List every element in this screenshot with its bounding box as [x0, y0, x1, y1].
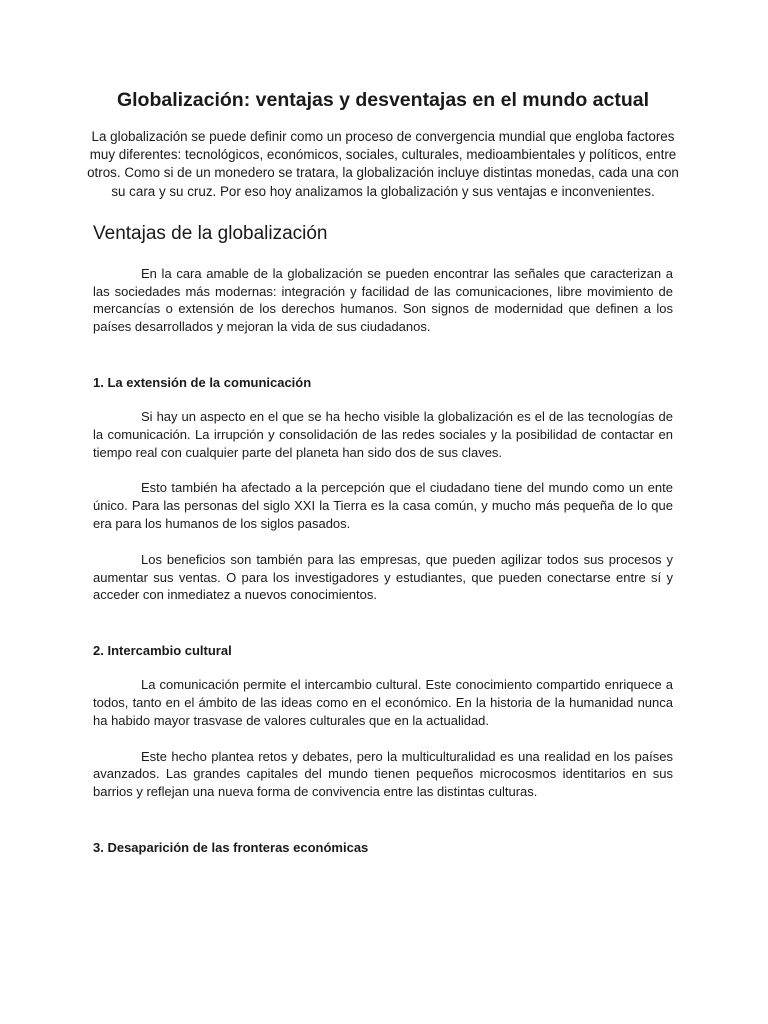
section-heading-ventajas: Ventajas de la globalización — [93, 222, 328, 244]
paragraph-comunicacion-3: Los beneficios son también para las empresas, que pueden agilizar todos sus procesos y aumentar sus ventas. O para los investigadores y estudiantes, que pueden conectarse entre sí y acceder con inmediatez a nuevos conocimientos. — [93, 551, 673, 603]
paragraph-intercambio-1: La comunicación permite el intercambio cultural. Este conocimiento compartido enriquece a todos, tanto en el ámbito de las ideas como en el económico. En la historia de la humanidad nunca ha habido mayor trasvase de valores culturales que en la actualidad. — [93, 677, 673, 728]
intro-paragraph: La globalización se puede definir como un proceso de convergencia mundial que engloba factores muy diferentes: tecnológicos, económicos, sociales, culturales, medioambientales y políticos, entre otros. Como si de un monedero se tratara, la globalización incluye distintas monedas, cada una con su cara y su cruz. Por eso hoy analizamos la globalización y sus ventajas e inconvenientes. — [87, 129, 679, 199]
paragraph-comunicacion-1: Si hay un aspecto en el que se ha hecho visible la globalización es el de las tecnologías de la comunicación. La irrupción y consolidación de las redes sociales y la posibilidad de contactar en tiempo real con cualquier parte del planeta han sido dos de sus claves. — [93, 409, 673, 460]
subsection-heading-intercambio: 2. Intercambio cultural — [93, 643, 232, 659]
section-lead-paragraph: En la cara amable de la globalización se pueden encontrar las señales que caracterizan a las sociedades más modernas: integración y facilidad de las comunicaciones, libre movimiento de mercancías o extensión de los derechos humanos. Son signos de modernidad que definen a los países desarrollados y mejoran la vida de sus ciudadanos. — [93, 265, 673, 335]
document-body — [87, 86, 679, 857]
subsection-heading-fronteras: 3. Desaparición de las fronteras económicas — [93, 839, 369, 855]
paragraph-comunicacion-2: Esto también ha afectado a la percepción que el ciudadano tiene del mundo como un ente único. Para las personas del siglo XXI la Tierra es la casa común, y mucho más pequeña de lo que era para los humanos de los siglos pasados. — [93, 480, 673, 531]
subsection-heading-comunicacion: 1. La extensión de la comunicación — [93, 375, 312, 390]
paragraph-intercambio-2: Este hecho plantea retos y debates, pero la multiculturalidad es una realidad en los países avanzados. Las grandes capitales del mundo tienen pequeños microcosmos identitarios en sus barrios y reflejan una nueva forma de convivencia entre las distintas culturas. — [93, 748, 673, 800]
document-title: Globalización: ventajas y desventajas en el mundo actual — [116, 89, 650, 111]
